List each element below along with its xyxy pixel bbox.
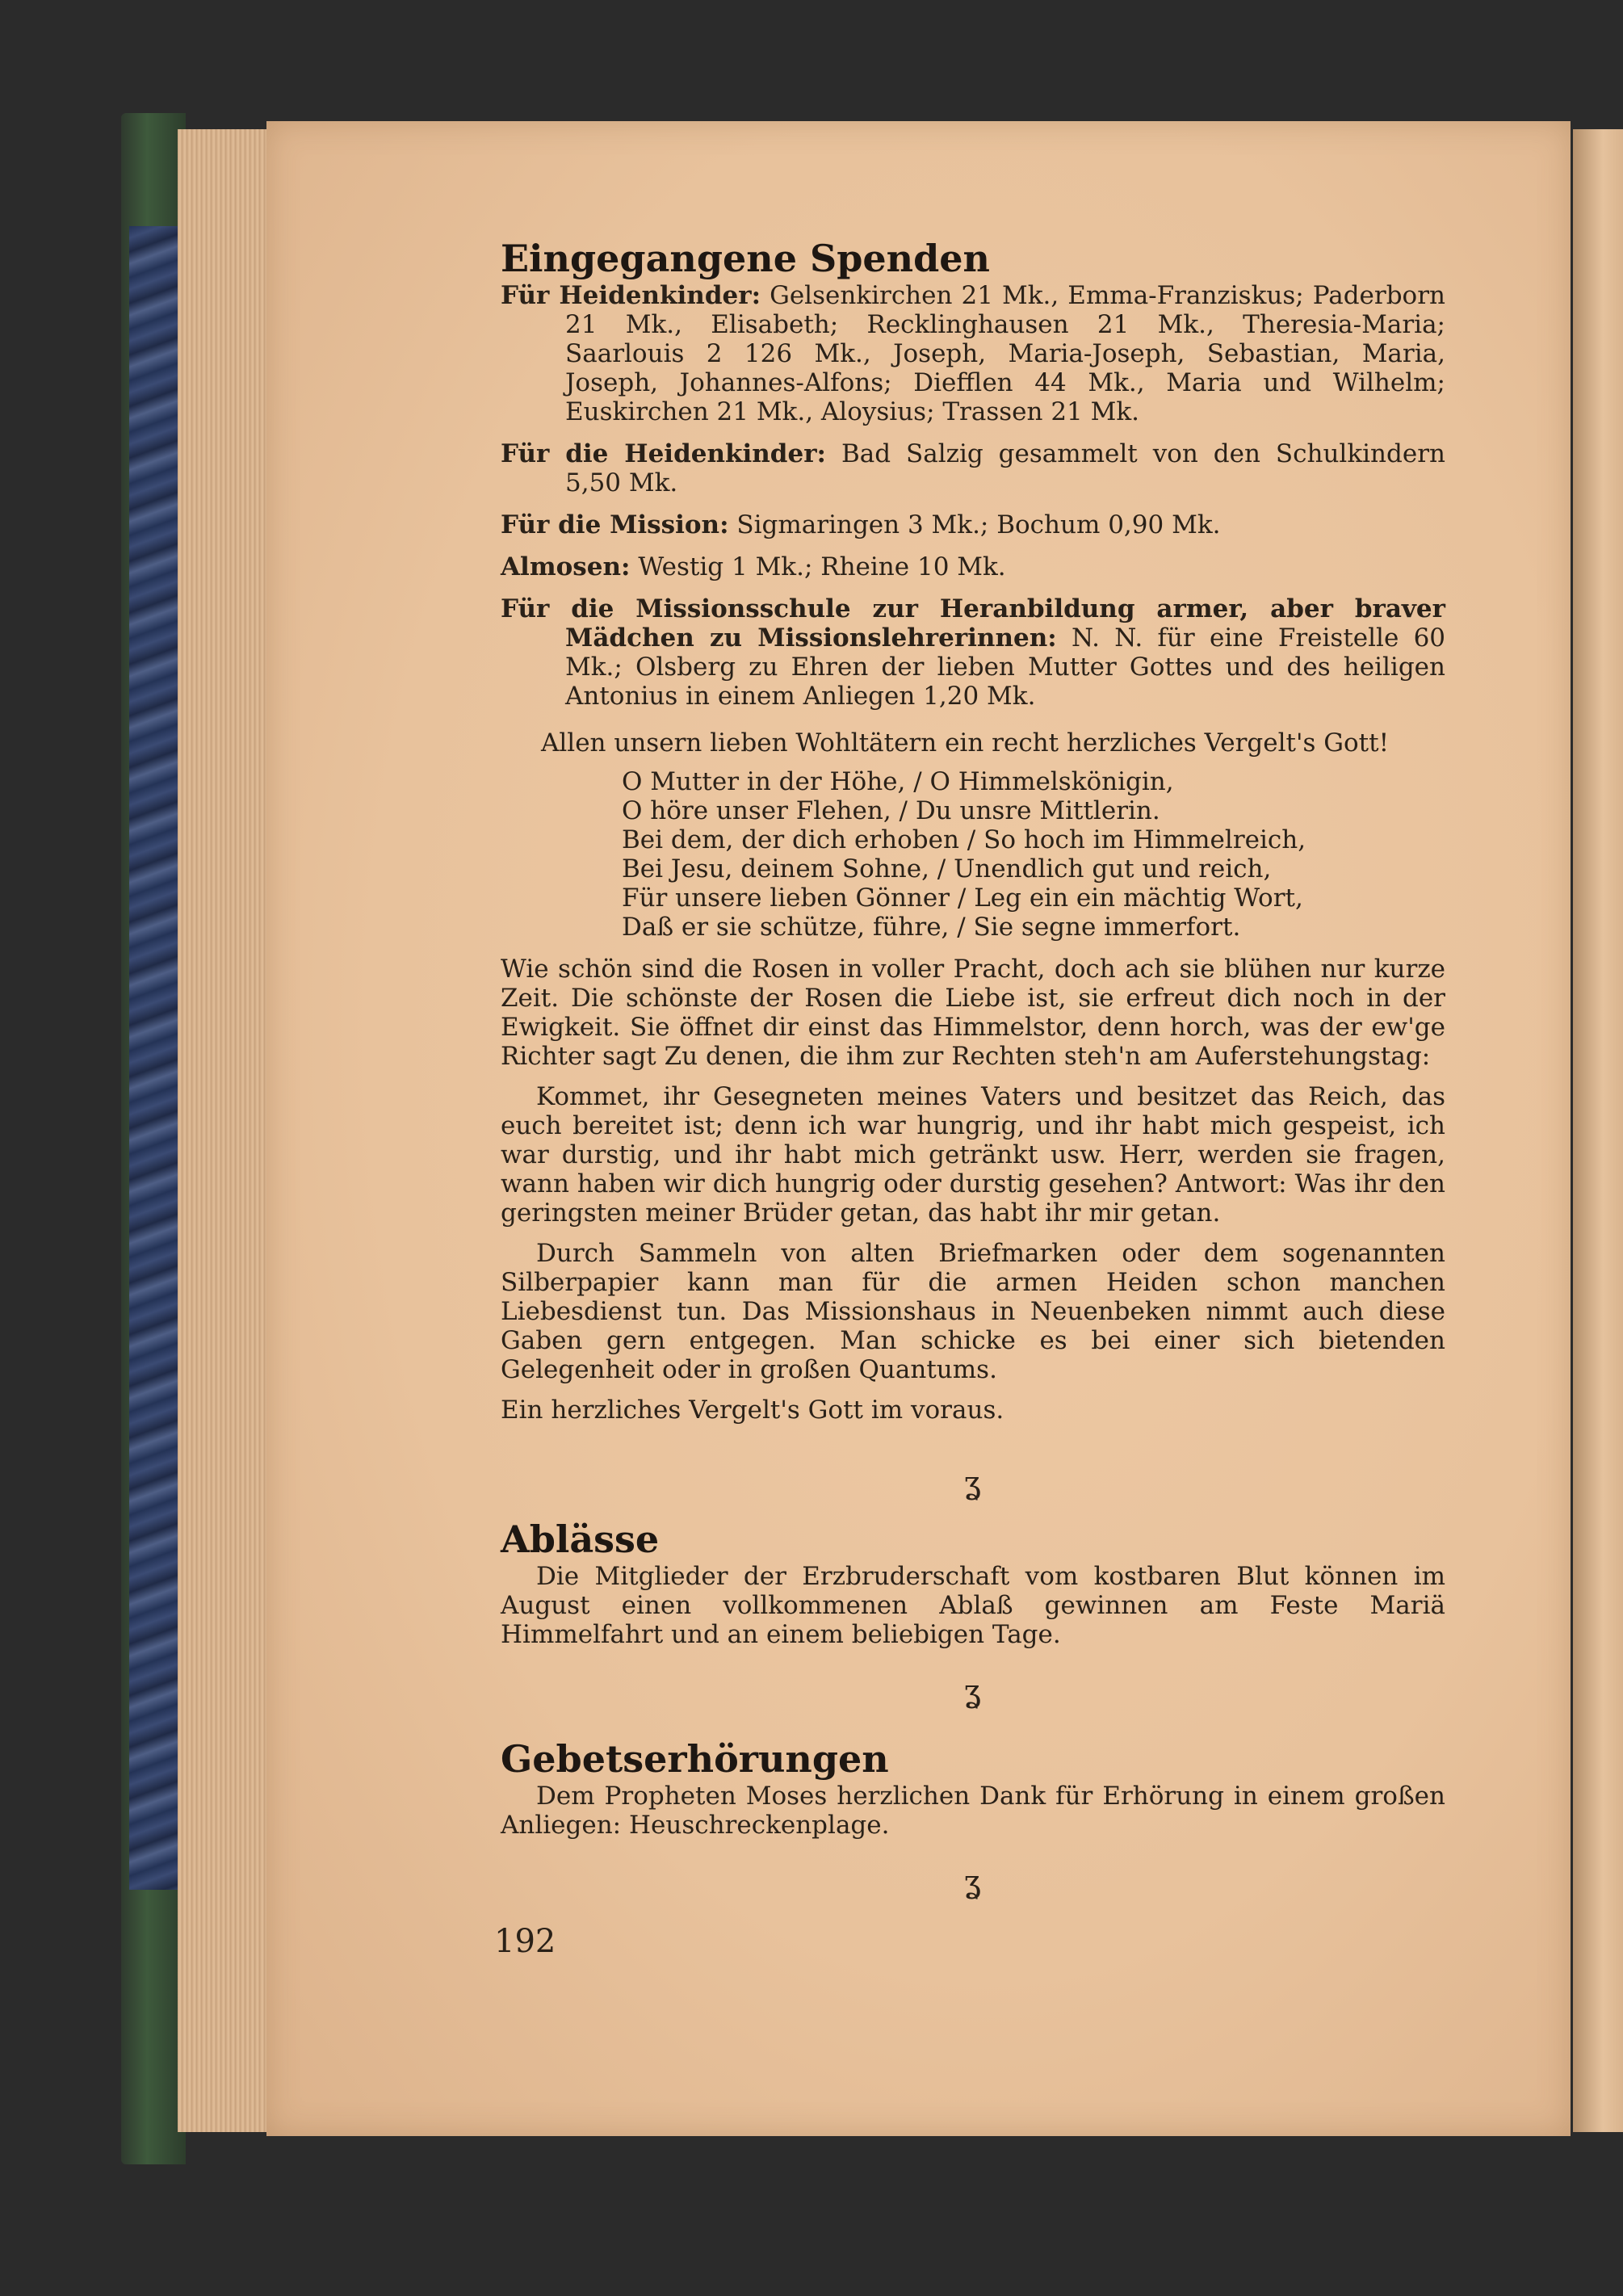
poem-line: Daß er sie schütze, führe, / Sie segne immerfort. (622, 913, 1241, 942)
section-separator-ornament: ʓ (963, 1465, 983, 1501)
section-separator-ornament: ʓ (963, 1864, 983, 1899)
paragraph-ablaesse: Die Mitglieder der Erzbruderschaft vom kostbaren Blut können im August einen vollkommenen Ablaß gewinnen am Feste Mariä Himmelfahrt und an einem beliebigen Tage. (501, 1562, 1445, 1649)
paragraph-briefmarken: Durch Sammeln von alten Briefmarken oder dem sogenannten Silberpapier kann man für die armen Heiden schon manchen Liebesdienst tun. Das Missionshaus in Neuenbeken nimmt auch diese Gaben gern entgegen. Man schicke es bei einer sich bietenden Gelegenheit oder in großen Quantums. (501, 1239, 1445, 1384)
page-content (501, 236, 1445, 1914)
section-separator-ornament: ʓ (963, 1673, 983, 1709)
paragraph-kommet: Kommet, ihr Gesegneten meines Vaters und besitzet das Reich, das euch bereitet ist; denn ich war hungrig, und ihr habt mich gespeist, ich war durstig, und ihr habt mich getränkt usw. Herr, werden sie fragen, wann haben wir dich hungrig oder durstig gesehen? Antwort: Was ihr den geringsten meiner Brüder getan, das habt ihr mir getan. (501, 1082, 1445, 1228)
donation-entry (501, 552, 1445, 581)
donation-entry (501, 439, 1445, 497)
donation-entry (501, 281, 1445, 426)
donation-label: Almosen: (501, 552, 631, 581)
poem-line: Für unsere lieben Gönner / Leg ein ein mächtig Wort, (622, 884, 1303, 913)
donation-label: Für die Mission: (501, 510, 729, 539)
donation-text: N. N. für eine Freistelle 60 Mk.; Olsberg zu Ehren der lieben Mutter Gottes und des heiligen Antonius in einem Anliegen 1,20 Mk. (565, 623, 1446, 711)
section-title-spenden: Eingegangene Spenden (501, 237, 990, 280)
page-number: 192 (494, 1923, 556, 1960)
paragraph-gebetserhoerungen: Dem Propheten Moses herzlichen Dank für Erhörung in einem großen Anliegen: Heuschreckenplage. (501, 1782, 1445, 1840)
paragraph-vergelt: Ein herzliches Vergelt's Gott im voraus. (501, 1396, 1004, 1425)
poem-line: O Mutter in der Höhe, / O Himmelskönigin, (622, 767, 1174, 796)
poem (622, 767, 1445, 942)
donation-entry (501, 510, 1445, 539)
section-title-ablaesse: Ablässe (501, 1517, 660, 1561)
donation-label: Für die Missionsschule zur Heranbildung armer, aber braver Mädchen zu Missionslehrerinnen: (501, 594, 1445, 653)
donation-label: Für die Heidenkinder: (501, 439, 826, 468)
donation-entry (501, 594, 1445, 711)
donation-text: Sigmaringen 3 Mk.; Bochum 0,90 Mk. (736, 510, 1221, 539)
paragraph-roses: Wie schön sind die Rosen in voller Pracht, doch ach sie blühen nur kurze Zeit. Die schönste der Rosen die Liebe ist, sie erfreut dich noch in der Ewigkeit. Sie öffnet dir einst das Himmelstor, denn horch, was der ew'ge Richter sagt Zu denen, die ihm zur Rechten steh'n am Auferstehungstag: (501, 955, 1445, 1071)
donation-text: Westig 1 Mk.; Rheine 10 Mk. (638, 552, 1006, 581)
poem-line: Bei Jesu, deinem Sohne, / Unendlich gut und reich, (622, 854, 1272, 884)
donation-text: Bad Salzig gesammelt von den Schulkindern 5,50 Mk. (565, 439, 1445, 497)
donation-label: Für Heidenkinder: (501, 281, 761, 310)
marbled-cover-edge (129, 226, 178, 1890)
poem-line: O höre unser Flehen, / Du unsre Mittlerin. (622, 796, 1160, 825)
thanks-line: Allen unsern lieben Wohltätern ein recht herzliches Vergelt's Gott! (541, 728, 1390, 758)
donation-text: Gelsenkirchen 21 Mk., Emma-Franziskus; Paderborn 21 Mk., Elisabeth; Recklinghausen 21 Mk., Theresia-Maria; Saarlouis 2 126 Mk., Joseph, Maria-Joseph, Sebastian, Maria, Joseph, Johannes-Alfons; Diefflen 44 Mk., Maria und Wilhelm; Euskirchen 21 Mk., Aloysius; Trassen 21 Mk. (565, 281, 1445, 426)
section-title-gebetserhoerungen: Gebetserhörungen (501, 1737, 889, 1781)
facing-page-edge (1573, 129, 1623, 2132)
poem-line: Bei dem, der dich erhoben / So hoch im Himmelreich, (622, 825, 1306, 854)
